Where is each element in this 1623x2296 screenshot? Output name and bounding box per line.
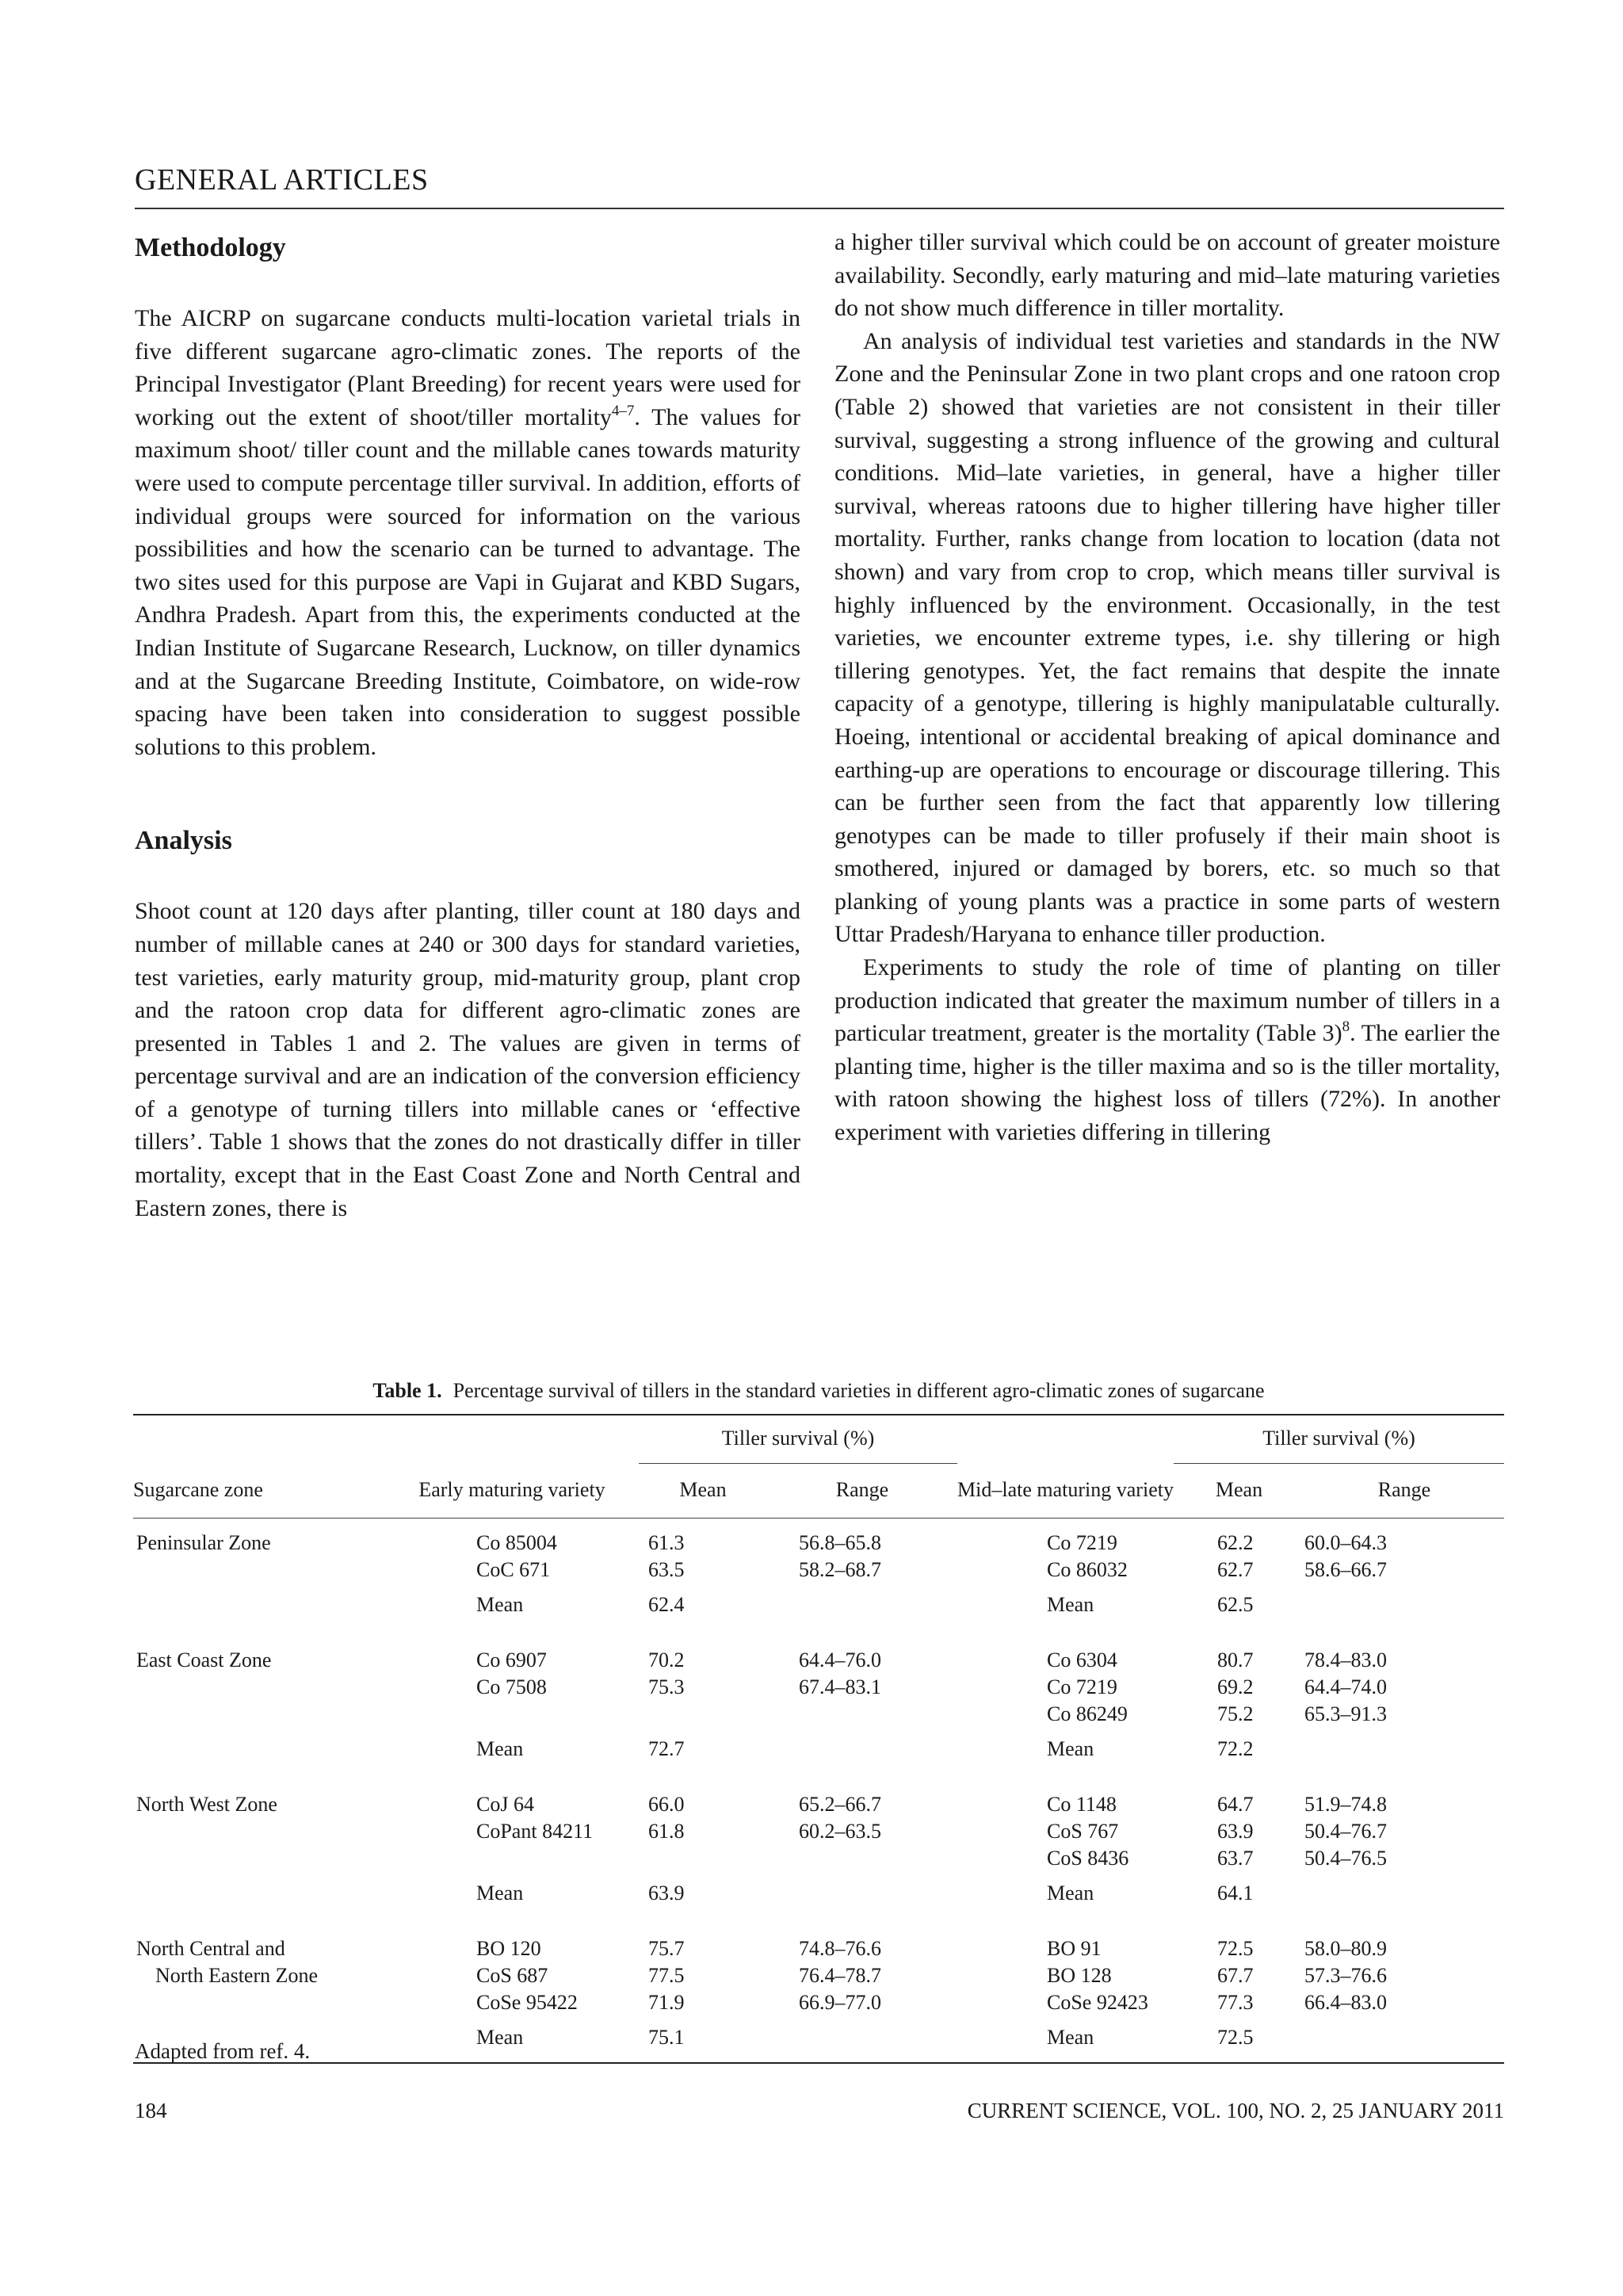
- right-paragraph-2: An analysis of individual test varieties and standards in the NW Zone and the Peninsular Zone in two plant crops and one ratoon crop (Table 2) showed that varieties are not consistent in their tiller survival, suggesting a strong influence of the growing and cultural conditions. Mid–late varieties, in general, have a higher tiller survival, whereas ratoons due to higher tillering have higher tiller mortality. Further, ranks change from location to location (data not shown) and vary from crop to crop, which means tiller survival is highly influenced by the environment. Occasionally, in the test varieties, we encounter extreme types, i.e. shy tillering or high tillering genotypes. Yet, the fact remains that despite the innate capacity of a genotype, tillering is highly manipulatable culturally. Hoeing, intentional or accidental breaking of apical dominance and earthing-up are operations to encourage or discourage tillering. This can be further seen from the fact that apparently low tillering genotypes can be made to tiller profusely if their main shoot is smothered, injured or damaged by borers, etc. so much so that planking of young plants was a practice in some parts of western Uttar Pradesh/Haryana to enhance tiller production.: [834, 327, 1500, 948]
- late-range-cell: 66.4–83.0: [1304, 1991, 1387, 2014]
- late-variety-cell: Co 86249: [1047, 1702, 1128, 1725]
- mean-row: [133, 1872, 1504, 1924]
- mean-early-value: 63.9: [648, 1881, 685, 1904]
- analysis-heading: Analysis: [135, 826, 232, 856]
- early-mean-cell: [639, 1701, 767, 1728]
- mean-row: [133, 2016, 1504, 2063]
- col-header-mean-2: Mean: [1174, 1464, 1304, 1519]
- early-variety-cell: CoPant 84211: [476, 1820, 594, 1843]
- mean-label-late: Mean: [1047, 1593, 1094, 1616]
- mean-label: Mean: [476, 1593, 524, 1616]
- right-paragraph-1: a higher tiller survival which could be on account of greater moisture availability. Secondly, early maturing and mid–late maturing varieties do not show much difference in tiller mortality.: [834, 229, 1500, 322]
- table-row: [133, 1674, 1504, 1701]
- col-header-range-2: Range: [1304, 1464, 1504, 1519]
- methodology-paragraph: The AICRP on sugarcane conducts multi-location varietal trials in five different sugarcane agro-climatic zones. The reports of the Principal Investigator (Plant Breeding) for recent years were used for working out the extent of shoot/tiller mortality$^{4-7}$. The values for maximum shoot/ tiller count and the millable canes towards maturity were used to compute percentage tiller survival. In addition, efforts of individual groups were sourced for information on the various possibilities and how the scenario can be turned to advantage. The two sites used for this purpose are Vapi in Gujarat and KBD Sugars, Andhra Pradesh. Apart from this, the experiments conducted at the Indian Institute of Sugarcane Research, Lucknow, on tiller dynamics and at the Sugarcane Breeding Institute, Coimbatore, on wide-row spacing have been taken into consideration to suggest possible solutions to this problem.: [135, 305, 800, 760]
- late-mean-cell: 72.5: [1217, 1937, 1254, 1960]
- table-row: [133, 1519, 1504, 1557]
- late-range-cell: 51.9–74.8: [1304, 1793, 1387, 1816]
- zone-name: Peninsular Zone: [136, 1531, 271, 1554]
- early-range-cell: 60.2–63.5: [799, 1820, 881, 1843]
- tiller-survival-header-late: Tiller survival (%): [1174, 1415, 1504, 1464]
- late-mean-cell: 75.2: [1217, 1702, 1254, 1725]
- late-range-cell: 65.3–91.3: [1304, 1702, 1387, 1725]
- late-variety-cell: Co 1148: [1047, 1793, 1117, 1816]
- table-row: [133, 1557, 1504, 1584]
- zone-name-line-2: North Eastern Zone: [155, 1964, 319, 1987]
- late-range-cell: 57.3–76.6: [1304, 1964, 1387, 1987]
- zone-name: North West Zone: [136, 1793, 277, 1816]
- journal-citation: CURRENT SCIENCE, VOL. 100, NO. 2, 25 JANUARY 2011: [967, 2099, 1504, 2122]
- late-variety-cell: BO 91: [1047, 1937, 1102, 1960]
- mean-early-value: 72.7: [648, 1737, 685, 1760]
- mean-label: Mean: [476, 1881, 524, 1904]
- early-variety-cell: CoSe 95422: [476, 1991, 578, 2014]
- late-range-cell: 58.6–66.7: [1304, 1558, 1387, 1581]
- early-variety-cell: Co 7508: [476, 1675, 547, 1698]
- early-range-cell: 58.2–68.7: [799, 1558, 881, 1581]
- early-variety-cell: [385, 1845, 639, 1872]
- early-mean-cell: 61.3: [648, 1531, 685, 1554]
- early-range-cell: 65.2–66.7: [799, 1793, 881, 1816]
- early-range-cell: [767, 1701, 957, 1728]
- table-row: [133, 1989, 1504, 2016]
- late-mean-cell: 62.7: [1217, 1558, 1254, 1581]
- right-paragraph-3: Experiments to study the role of time of planting on tiller production indicated that greater the maximum number of tillers in a particular treatment, greater is the mortality (Table 3)$^8$. The earlier the planting time, higher is the tiller maxima and so is the tiller mortality, with ratoon showing the highest loss of tillers (72%). In another experiment with varieties differing in tillering: [834, 954, 1500, 1146]
- late-variety-cell: Co 7219: [1047, 1675, 1117, 1698]
- table-row: [133, 1780, 1504, 1818]
- mean-early-value: 62.4: [648, 1593, 685, 1616]
- early-range-cell: 74.8–76.6: [799, 1937, 881, 1960]
- mean-label-late: Mean: [957, 2016, 1174, 2063]
- early-variety-cell: CoS 687: [476, 1964, 548, 1987]
- early-range-cell: [767, 1845, 957, 1872]
- col-header-late-variety: Mid–late maturing variety: [957, 1464, 1174, 1519]
- col-header-zone: Sugarcane zone: [133, 1464, 385, 1519]
- left-column: [135, 226, 800, 1224]
- running-header: GENERAL ARTICLES: [135, 163, 429, 197]
- late-range-cell: 58.0–80.9: [1304, 1937, 1387, 1960]
- mean-early-value: 75.1: [639, 2016, 767, 2063]
- table-row: [133, 1845, 1504, 1872]
- mean-label: Mean: [476, 1737, 524, 1760]
- mean-late-value: 64.1: [1217, 1881, 1254, 1904]
- methodology-heading: Methodology: [135, 233, 286, 262]
- table-footnote: Adapted from ref. 4.: [135, 2039, 311, 2063]
- mean-late-value: 72.5: [1174, 2016, 1304, 2063]
- late-variety-cell: Co 86032: [1047, 1558, 1128, 1581]
- late-variety-cell: Co 7219: [1047, 1531, 1117, 1554]
- table-row: [133, 1962, 1504, 1989]
- early-mean-cell: 77.5: [648, 1964, 685, 1987]
- col-header-mean: Mean: [639, 1464, 767, 1519]
- early-mean-cell: 75.7: [648, 1937, 685, 1960]
- survival-table: [133, 1414, 1504, 2064]
- early-mean-cell: 70.2: [648, 1648, 685, 1671]
- late-mean-cell: 63.7: [1217, 1847, 1254, 1870]
- early-range-cell: 64.4–76.0: [799, 1648, 881, 1671]
- late-mean-cell: 80.7: [1217, 1648, 1254, 1671]
- table-row: [133, 1701, 1504, 1728]
- mean-label-late: Mean: [1047, 1881, 1094, 1904]
- mean-row: [133, 1584, 1504, 1636]
- early-variety-cell: BO 120: [476, 1937, 541, 1960]
- table-row: [133, 1818, 1504, 1845]
- early-mean-cell: 63.5: [648, 1558, 685, 1581]
- mean-late-value: 62.5: [1217, 1593, 1254, 1616]
- col-header-early-variety: Early maturing variety: [385, 1464, 639, 1519]
- col-header-range: Range: [767, 1464, 957, 1519]
- zone-name: North Central and: [136, 1937, 285, 1960]
- early-variety-cell: Co 6907: [476, 1648, 547, 1671]
- late-mean-cell: 69.2: [1217, 1675, 1254, 1698]
- early-range-cell: 56.8–65.8: [799, 1531, 881, 1554]
- zone-name: East Coast Zone: [136, 1648, 272, 1671]
- early-variety-cell: [385, 1701, 639, 1728]
- early-variety-cell: CoJ 64: [476, 1793, 534, 1816]
- table-row: [133, 1924, 1504, 1962]
- tiller-survival-header-early: Tiller survival (%): [639, 1415, 957, 1464]
- header-rule: [135, 208, 1504, 209]
- late-variety-cell: Co 6304: [1047, 1648, 1117, 1671]
- early-mean-cell: 66.0: [648, 1793, 685, 1816]
- mean-row: [133, 1728, 1504, 1780]
- early-mean-cell: 61.8: [648, 1820, 685, 1843]
- early-range-cell: 66.9–77.0: [799, 1991, 881, 2014]
- early-range-cell: 67.4–83.1: [799, 1675, 881, 1698]
- late-range-cell: 78.4–83.0: [1304, 1648, 1387, 1671]
- table-label: Table 1.: [372, 1379, 442, 1402]
- early-variety-cell: CoC 671: [476, 1558, 551, 1581]
- late-range-cell: 60.0–64.3: [1304, 1531, 1387, 1554]
- citation-superscript: 8: [1342, 1018, 1350, 1036]
- late-range-cell: 50.4–76.5: [1304, 1847, 1387, 1870]
- right-column: [834, 226, 1500, 1149]
- table-body: [133, 1519, 1504, 2064]
- mean-late-value: 72.2: [1217, 1737, 1254, 1760]
- late-mean-cell: 64.7: [1217, 1793, 1254, 1816]
- late-range-cell: 64.4–74.0: [1304, 1675, 1387, 1698]
- late-variety-cell: CoS 8436: [1047, 1847, 1129, 1870]
- page-number: 184: [135, 2099, 167, 2122]
- late-mean-cell: 67.7: [1217, 1964, 1254, 1987]
- mean-label: Mean: [385, 2016, 639, 2063]
- late-variety-cell: CoSe 92423: [1047, 1991, 1148, 2014]
- late-variety-cell: BO 128: [1047, 1964, 1112, 1987]
- late-mean-cell: 77.3: [1217, 1991, 1254, 2014]
- table-1: [133, 1379, 1504, 2064]
- early-mean-cell: 71.9: [648, 1991, 685, 2014]
- analysis-paragraph: Shoot count at 120 days after planting, tiller count at 180 days and number of millable canes at 240 or 300 days for standard varieties, test varieties, early maturity group, mid-maturity group, plant crop and the ratoon crop data for different agro-climatic zones are presented in Tables 1 and 2. The values are given in terms of percentage survival and are an indication of the conversion efficiency of a genotype of turning tillers into millable canes or ‘effective tillers’. Table 1 shows that the zones do not drastically differ in tiller mortality, except that in the East Coast Zone and North Central and Eastern zones, there is: [135, 898, 800, 1221]
- table-row: [133, 1636, 1504, 1674]
- table-caption: Table 1. Percentage survival of tillers in the standard varieties in different agro-climatic zones of sugarcane: [372, 1379, 1265, 1402]
- late-mean-cell: 62.2: [1217, 1531, 1254, 1554]
- early-mean-cell: 75.3: [648, 1675, 685, 1698]
- citation-superscript: 4–7: [611, 402, 635, 419]
- early-range-cell: 76.4–78.7: [799, 1964, 881, 1987]
- early-variety-cell: Co 85004: [476, 1531, 557, 1554]
- late-range-cell: 50.4–76.7: [1304, 1820, 1387, 1843]
- mean-label-late: Mean: [1047, 1737, 1094, 1760]
- late-variety-cell: CoS 767: [1047, 1820, 1119, 1843]
- late-mean-cell: 63.9: [1217, 1820, 1254, 1843]
- early-mean-cell: [639, 1845, 767, 1872]
